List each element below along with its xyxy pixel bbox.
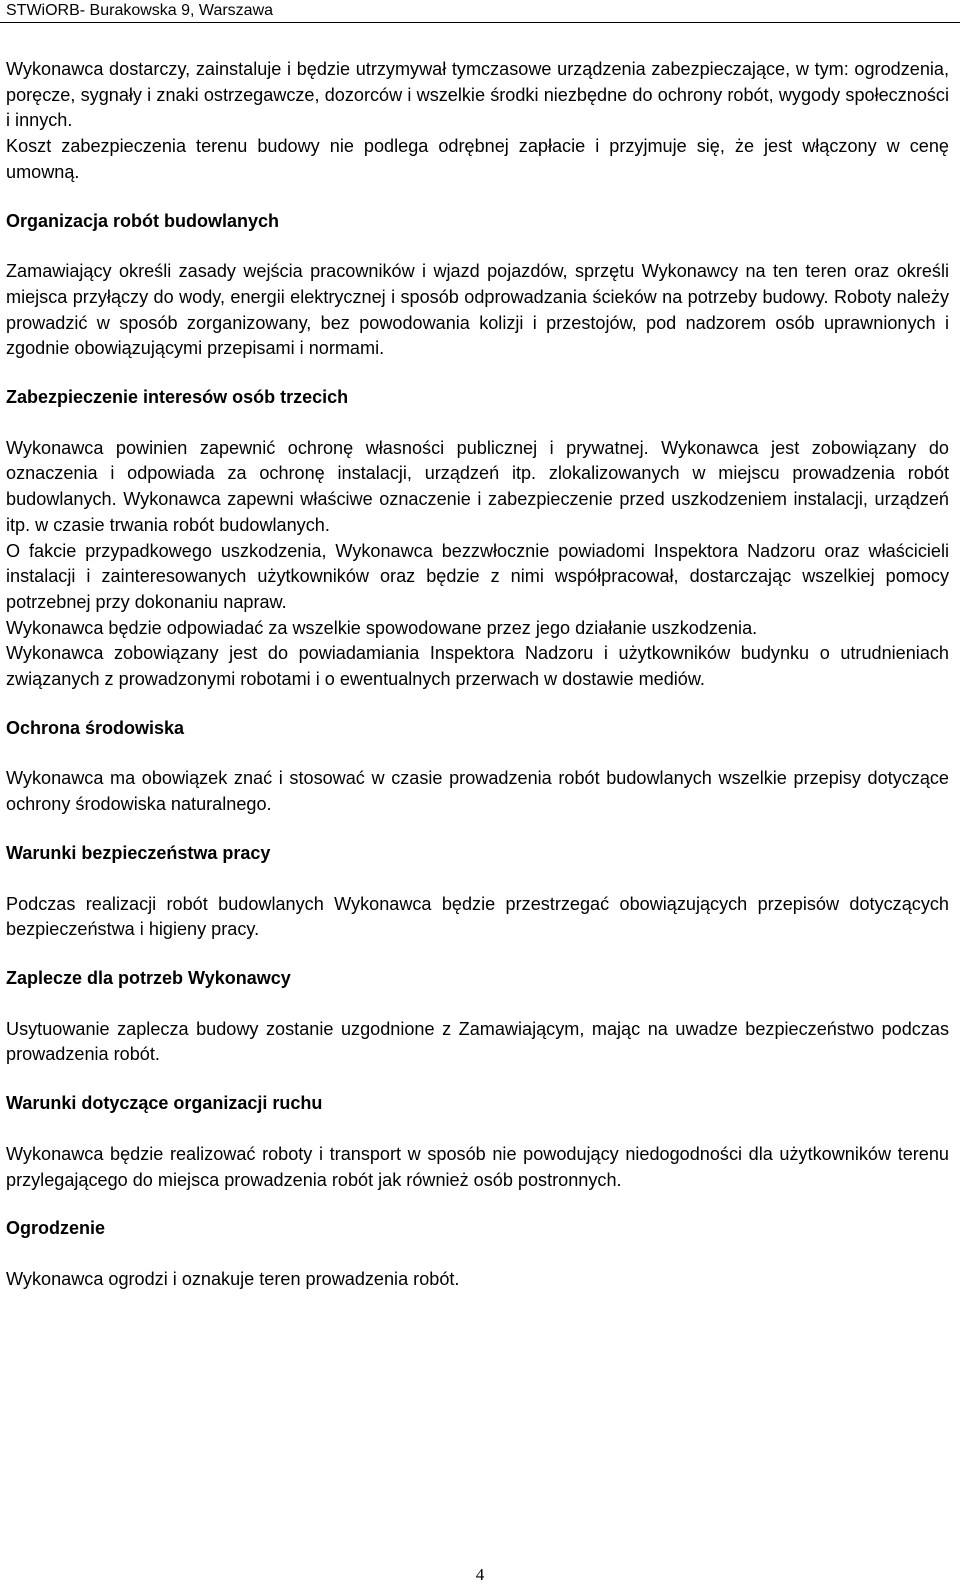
page-number: 4 xyxy=(475,1565,485,1584)
intro-paragraph-security: Wykonawca dostarczy, zainstaluje i będzie utrzymywał tymczasowe urządzenia zabezpieczające, w tym: ogrodzenia, poręcze, sygnały i znaki ostrzegawcze, dozorców i wszelkie środki niezbędne do ochrony robót, wygody społeczności i innych. xyxy=(6,59,949,131)
paragraph-zabezpieczenie-3: Wykonawca będzie odpowiadać za wszelkie spowodowane przez jego działanie uszkodzenia. xyxy=(6,617,758,638)
paragraph-zabezpieczenie-4: Wykonawca zobowiązany jest do powiadamiania Inspektora Nadzoru i użytkowników budynku o utrudnieniach związanych z prowadzonymi robotami i o ewentualnych przerwach w dostawie mediów. xyxy=(6,643,949,690)
paragraph-ruch: Wykonawca będzie realizować roboty i transport w sposób nie powodujący niedogodności dla użytkowników terenu przylegającego do miejsca prowadzenia robót jak również osób postronnych. xyxy=(6,1143,949,1190)
document-title: STWiORB- Burakowska 9, Warszawa xyxy=(6,2,274,19)
intro-paragraph-cost: Koszt zabezpieczenia terenu budowy nie podlega odrębnej zapłacie i przyjmuje się, że jest włączony w cenę umowną. xyxy=(6,136,949,182)
paragraph-zabezpieczenie-2: O fakcie przypadkowego uszkodzenia, Wykonawca bezzwłocznie powiadomi Inspektora Nadzoru oraz właścicieli instalacji i zainteresowanych użytkowników oraz będzie z nimi współpracował, dostarczając wszelkiej pomocy potrzebnej przy dokonaniu napraw. xyxy=(6,540,949,612)
heading-zabezpieczenie: Zabezpieczenie interesów osób trzecich xyxy=(6,387,349,408)
page-header xyxy=(0,0,960,23)
paragraph-organizacja: Zamawiający określi zasady wejścia pracowników i wjazd pojazdów, sprzętu Wykonawcy na ten teren oraz określi miejsca przyłączy do wody, energii elektrycznej i sposób odprowadzania ścieków na potrzeby budowy. Roboty należy prowadzić w sposób zorganizowany, bez powodowania kolizji i przestojów, pod nadzorem osób uprawnionych i zgodnie obowiązującymi przepisami i normami. xyxy=(6,261,949,359)
heading-organizacja: Organizacja robót budowlanych xyxy=(6,210,280,231)
paragraph-bhp: Podczas realizacji robót budowlanych Wykonawca będzie przestrzegać obowiązujących przepisów dotyczących bezpieczeństwa i higieny pracy. xyxy=(6,893,949,940)
paragraph-zaplecze: Usytuowanie zaplecza budowy zostanie uzgodnione z Zamawiającym, mając na uwadze bezpieczeństwo podczas prowadzenia robót. xyxy=(6,1018,949,1065)
heading-zaplecze: Zaplecze dla potrzeb Wykonawcy xyxy=(6,967,291,988)
paragraph-ochrona: Wykonawca ma obowiązek znać i stosować w czasie prowadzenia robót budowlanych wszelkie przepisy dotyczące ochrony środowiska naturalnego. xyxy=(6,768,949,815)
heading-ochrona: Ochrona środowiska xyxy=(6,717,185,738)
heading-ruch: Warunki dotyczące organizacji ruchu xyxy=(6,1093,323,1114)
paragraph-zabezpieczenie-1: Wykonawca powinien zapewnić ochronę własności publicznej i prywatnej. Wykonawca jest zobowiązany do oznaczenia i odpowiada za ochronę instalacji, urządzeń itp. zlokalizowanych w miejscu prowadzenia robót budowlanych. Wykonawca zapewni właściwe oznaczenie i zabezpieczenie przed uszkodzeniem instalacji, urządzeń itp. w czasie trwania robót budowlanych. xyxy=(6,437,949,535)
heading-ogrodzenie: Ogrodzenie xyxy=(6,1218,106,1239)
document-body xyxy=(6,57,949,1293)
heading-bhp: Warunki bezpieczeństwa pracy xyxy=(6,842,271,863)
paragraph-ogrodzenie: Wykonawca ogrodzi i oznakuje teren prowadzenia robót. xyxy=(6,1268,460,1289)
